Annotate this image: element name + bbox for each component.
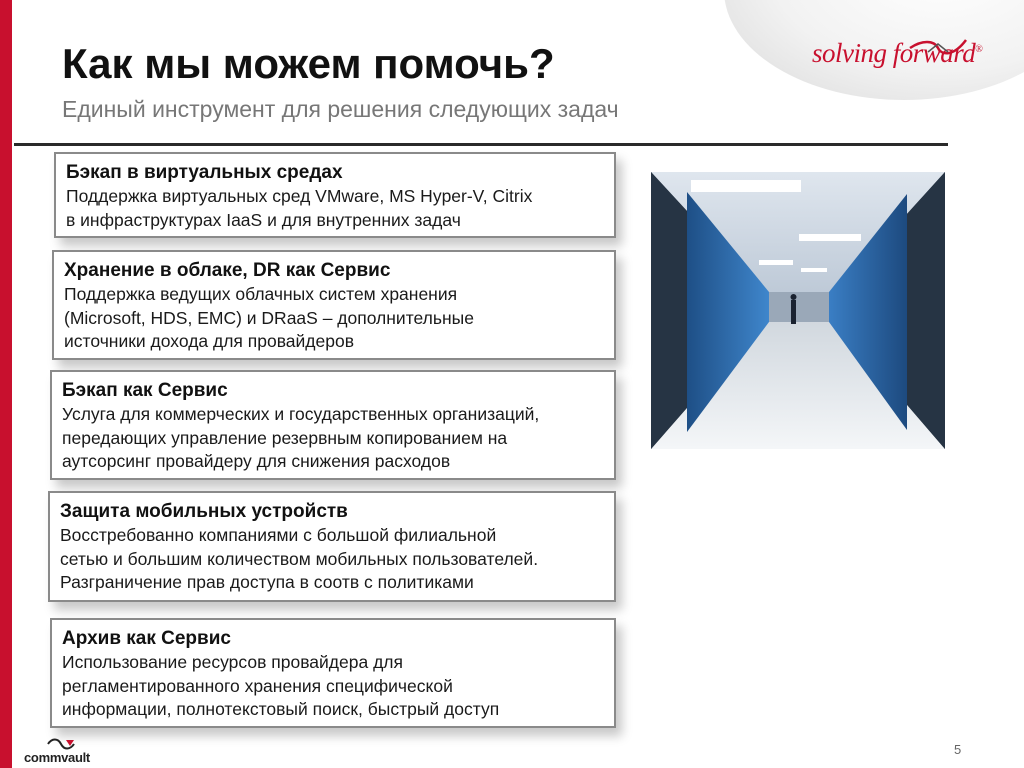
page-number: 5 [954, 742, 962, 757]
card-text-line: Поддержка виртуальных сред VMware, MS Hyper-V, Citrix [66, 186, 533, 206]
commvault-mark-icon [46, 738, 76, 750]
card-title: Хранение в облаке, DR как Сервис [64, 260, 391, 281]
card-backup-as-service [50, 370, 616, 480]
red-accent-bar [0, 0, 12, 768]
card-mobile-protection [48, 491, 616, 602]
card-text-line: аутсорсинг провайдеру для снижения расходов [62, 451, 451, 471]
registered-mark: ® [975, 44, 983, 55]
logo-text: solving forward [812, 38, 976, 68]
card-text-line: Разграничение прав доступа в соотв с политиками [60, 572, 474, 592]
card-text-line: источники дохода для провайдеров [64, 331, 355, 351]
card-virtual-backup [54, 152, 616, 238]
card-archive-as-service [50, 618, 616, 728]
card-text-line: регламентированного хранения специфической [62, 675, 453, 696]
page-title: Как мы можем помочь? [62, 40, 555, 87]
card-title: Архив как Сервис [62, 628, 231, 649]
card-title: Защита мобильных устройств [60, 501, 348, 522]
card-text-line: Услуга для коммерческих и государственных организаций, [62, 404, 540, 424]
page-subtitle: Единый инструмент для решения следующих задач [62, 96, 619, 122]
card-text-line: передающих управление резервным копированием на [62, 427, 508, 448]
card-text-line: информации, полнотекстовый поиск, быстрый доступ [62, 699, 500, 719]
card-text-line: сетью и большим количеством мобильных пользователей. [60, 548, 539, 569]
brand-text: commvault [24, 750, 90, 765]
card-title: Бэкап как Сервис [62, 380, 228, 401]
card-text-line: в инфраструктурах IaaS и для внутренних задач [66, 209, 461, 230]
title-divider [14, 143, 948, 146]
card-text-line: Поддержка ведущих облачных систем хранения [64, 284, 458, 304]
solving-forward-logo [812, 38, 982, 69]
card-cloud-storage-dr [52, 250, 616, 360]
datacenter-photo [651, 172, 945, 449]
card-text-line: (Microsoft, HDS, EMC) и DRaaS – дополнительные [64, 307, 474, 328]
swoosh-icon [908, 34, 968, 60]
card-title: Бэкап в виртуальных средах [66, 162, 343, 183]
card-text-line: Использование ресурсов провайдера для [62, 652, 403, 672]
card-text-line: Восстребованно компаниями с большой филиальной [60, 525, 497, 545]
commvault-logo [24, 738, 114, 764]
